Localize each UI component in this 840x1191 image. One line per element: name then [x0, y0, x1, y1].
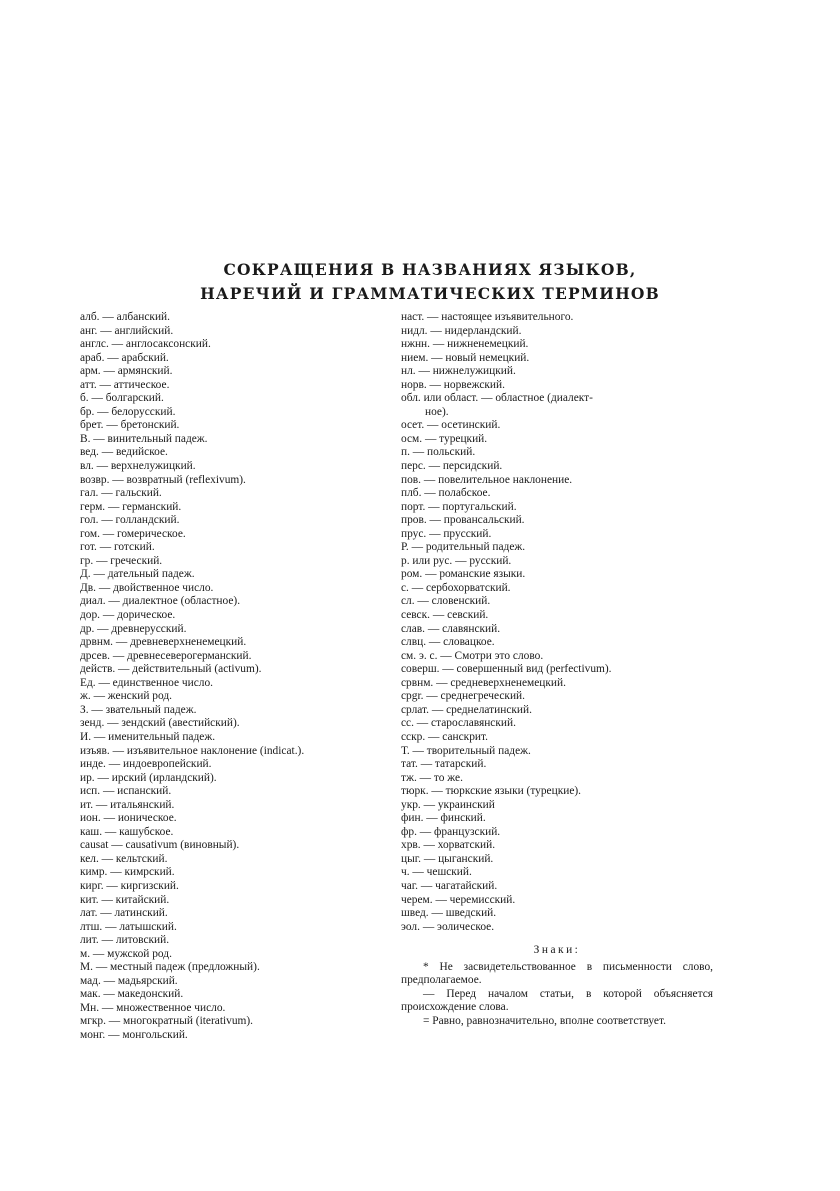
abbreviation-entry: перс. — персидский.	[401, 460, 503, 473]
abbreviation-entry: Мн. — множественное число.	[80, 1001, 226, 1014]
abbreviation-entry: порт. — португальский.	[401, 500, 517, 513]
abbreviation-entry: срвнм. — средневерхненемецкий.	[401, 676, 566, 689]
abbreviation-entry: Д. — дательный падеж.	[80, 568, 195, 581]
abbreviation-entry: ион. — ионическое.	[80, 812, 177, 825]
abbreviation-entry: И. — именительный падеж.	[80, 730, 216, 743]
abbreviation-entry: ир. — ирский (ирландский).	[80, 771, 217, 784]
sign-equals: = Равно, равнозначительно, вполне соответствует.	[423, 1014, 666, 1027]
abbreviation-entry: мак. — македонский.	[80, 988, 184, 1001]
abbreviation-entry: кимр. — кимрский.	[80, 866, 175, 879]
abbreviation-entry: В. — винительный падеж.	[80, 432, 208, 445]
abbreviation-entry: диал. — диалектное (областное).	[80, 595, 241, 608]
abbreviation-entry: нием. — новый немецкий.	[401, 351, 530, 364]
abbreviation-entry: ч. — чешский.	[401, 866, 472, 879]
abbreviation-entry: М. — местный падеж (предложный).	[80, 961, 260, 974]
abbreviation-entry: б. — болгарский.	[80, 392, 164, 405]
abbreviation-entry: вед. — ведийское.	[80, 446, 168, 459]
abbreviation-entry: дрвнм. — древневерхненемецкий.	[80, 636, 247, 649]
abbreviation-entry: пов. — повелительное наклонение.	[401, 473, 573, 486]
abbreviation-entry: нидл. — нидерландский.	[401, 324, 522, 337]
abbreviation-entry: эол. — эолическое.	[401, 920, 495, 933]
abbreviation-entry: гом. — гомерическое.	[80, 527, 186, 540]
abbreviation-entry: атт. — аттическое.	[80, 378, 170, 391]
abbreviation-entry: срлат. — среднелатинский.	[401, 703, 532, 716]
abbreviation-entry: араб. — арабский.	[80, 351, 169, 364]
abbreviation-entry: фр. — французский.	[401, 825, 501, 838]
abbreviation-entry: мгкр. — многократный (iterativum).	[80, 1015, 254, 1028]
abbreviation-entry: ром. — романские языки.	[401, 568, 526, 581]
abbreviation-entry: м. — мужской род.	[80, 947, 172, 960]
abbreviation-entry: сл. — словенский.	[401, 595, 491, 608]
abbreviation-entry: ит. — итальянский.	[80, 798, 175, 811]
abbreviation-entry: ж. — женский род.	[80, 690, 173, 703]
abbreviation-entry: возвр. — возвратный (reflexivum).	[80, 473, 246, 486]
abbreviation-entry: кел. — кельтский.	[80, 852, 168, 865]
abbreviation-entry: инде. — индоевропейский.	[80, 758, 212, 771]
abbreviation-entry: лтш. — латышский.	[80, 920, 177, 933]
abbreviation-entry: прус. — прусский.	[401, 527, 492, 540]
abbreviation-entry: брет. — бретонский.	[80, 419, 180, 432]
abbreviation-entry: нжнн. — нижненемецкий.	[401, 338, 529, 351]
abbreviation-entry: др. — древнерусский.	[80, 622, 187, 635]
abbreviation-entry: осет. — осетинский.	[401, 419, 501, 432]
abbreviation-entry: плб. — полабское.	[401, 487, 491, 500]
abbreviation-entry: алб. — албанский.	[80, 311, 170, 323]
abbreviation-entry: мад. — мадьярский.	[80, 974, 178, 987]
abbreviation-entry: осм. — турецкий.	[401, 432, 488, 445]
abbreviation-entry: швед. — шведский.	[401, 907, 497, 920]
sign-dash: — Перед началом статьи, в которой объясняется происхождение слова.	[401, 987, 713, 1014]
abbreviation-entry: герм. — германский.	[80, 500, 182, 513]
abbreviation-entry: тюрк. — тюркские языки (турецкие).	[401, 785, 582, 798]
abbreviation-entry: с. — сербохорватский.	[401, 581, 511, 594]
abbreviation-entry: англс. — англосаксонский.	[80, 338, 211, 351]
abbreviation-entry: гот. — готский.	[80, 541, 155, 554]
abbreviation-entry: вл. — верхнелужицкий.	[80, 460, 196, 473]
title-line-1: СОКРАЩЕНИЯ В НАЗВАНИЯХ ЯЗЫКОВ,	[223, 260, 637, 279]
abbreviation-entry: лат. — латинский.	[80, 907, 168, 920]
abbreviation-entry: гр. — греческий.	[80, 554, 163, 567]
abbreviation-entry: исп. — испанский.	[80, 785, 172, 798]
abbreviation-entry: п. — польский.	[401, 446, 476, 459]
abbreviation-entry: изъяв. — изъявительное наклонение (indicat.).	[80, 744, 305, 757]
abbreviation-entry: пров. — провансальский.	[401, 514, 525, 527]
abbreviation-entry: цыг. — цыганский.	[401, 852, 494, 865]
abbreviation-entry: Т. — творительный падеж.	[401, 744, 531, 757]
abbreviation-entry-line: обл. или област. — областное (диалект-	[401, 392, 593, 405]
abbreviation-entry: сскр. — санскрит.	[401, 730, 488, 743]
abbreviation-entry: дрсев. — древнесеверогерманский.	[80, 649, 252, 662]
abbreviation-entry: З. — звательный падеж.	[80, 703, 197, 716]
abbreviation-entry: каш. — кашубское.	[80, 825, 174, 838]
abbreviation-entry: севск. — севский.	[401, 609, 489, 622]
abbreviation-entry: Ед. — единственное число.	[80, 676, 214, 689]
abbreviation-entry: фин. — финский.	[401, 812, 486, 825]
abbreviation-entry: causat — causativum (виновный).	[80, 839, 240, 852]
abbreviation-entry: лит. — литовский.	[80, 934, 170, 947]
abbreviation-entry: наст. — настоящее изъявительного.	[401, 311, 574, 323]
abbreviation-entry: нл. — нижнелужицкий.	[401, 365, 516, 378]
abbreviation-entry: гал. — гальский.	[80, 487, 162, 500]
abbreviation-entry: тат. — татарский.	[401, 758, 487, 771]
abbreviations-right-column	[401, 311, 713, 1028]
abbreviation-entry: р. или рус. — русский.	[401, 554, 512, 567]
abbreviation-entry: срgr. — среднегреческий.	[401, 690, 525, 703]
abbreviation-entry-continuation: ное).	[425, 405, 449, 418]
abbreviation-entry: гол. — голландский.	[80, 514, 180, 527]
abbreviation-entry: анг. — английский.	[80, 324, 174, 337]
abbreviation-entry: слвц. — словацкое.	[401, 636, 495, 649]
abbreviation-entry: Дв. — двойственное число.	[80, 581, 214, 594]
abbreviation-entry: тж. — то же.	[401, 771, 463, 784]
signs-heading: Знаки:	[533, 944, 581, 957]
abbreviation-entry	[401, 392, 713, 419]
abbreviations-left-column	[80, 311, 380, 1043]
abbreviation-entry: арм. — армянский.	[80, 365, 173, 378]
abbreviation-entry: Р. — родительный падеж.	[401, 541, 526, 554]
abbreviation-entry: действ. — действительный (activum).	[80, 663, 262, 676]
abbreviation-entry: бр. — белорусский.	[80, 405, 176, 418]
abbreviation-entry: укр. — украинский	[401, 798, 495, 811]
sign-asterisk: * Не засвидетельствованное в письменности слово, предполагаемое.	[401, 960, 713, 987]
abbreviation-entry: монг. — монгольский.	[80, 1028, 188, 1041]
page-title	[150, 258, 710, 306]
abbreviation-entry: дор. — дорическое.	[80, 609, 176, 622]
abbreviation-entry: сс. — старославянский.	[401, 717, 516, 730]
abbreviation-entry: зенд. — зендский (авестийский).	[80, 717, 240, 730]
abbreviation-entry: черем. — черемисский.	[401, 893, 516, 906]
abbreviation-entry: соверш. — совершенный вид (perfectivum).	[401, 663, 612, 676]
abbreviation-entry: чаг. — чагатайский.	[401, 879, 498, 892]
abbreviation-entry: кирг. — киргизский.	[80, 879, 179, 892]
abbreviation-entry: слав. — славянский.	[401, 622, 501, 635]
abbreviation-entry: хрв. — хорватский.	[401, 839, 496, 852]
abbreviation-entry: кит. — китайский.	[80, 893, 170, 906]
abbreviation-entry: норв. — норвежский.	[401, 378, 505, 391]
title-line-2: НАРЕЧИЙ И ГРАММАТИЧЕСКИХ ТЕРМИНОВ	[200, 284, 660, 303]
abbreviation-entry: см. э. с. — Смотри это слово.	[401, 649, 544, 662]
